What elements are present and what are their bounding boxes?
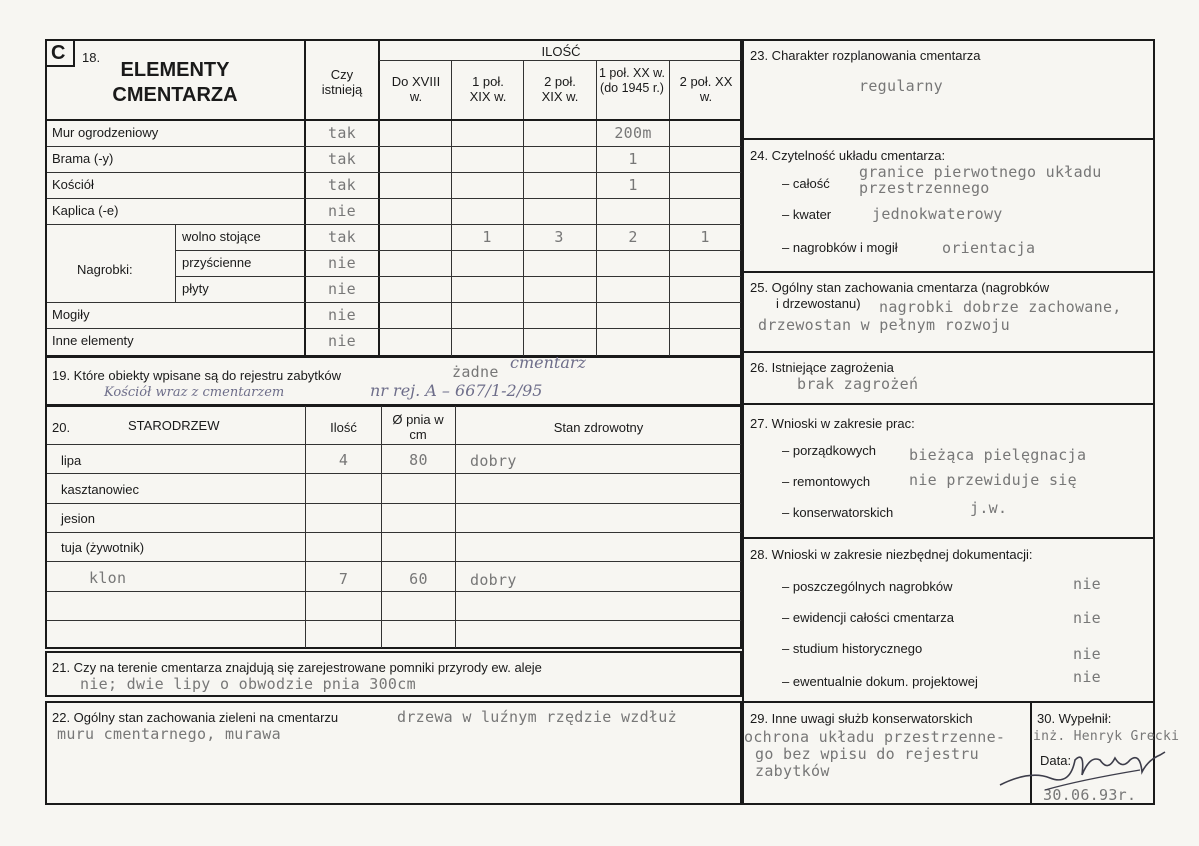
section-25-answer-1: nagrobki dobrze zachowane, [879,298,1122,316]
section-30-date-label: Data: [1040,753,1072,768]
nagrobki-label: Nagrobki: [77,262,133,277]
header-period-5: 2 poł. XX w. [679,74,733,104]
section-24-kwater-value: jednokwaterowy [872,205,1003,223]
section-26-answer: brak zagrożeń [797,375,919,393]
section-21-answer: nie; dwie lipy o obwodzie pnia 300cm [80,675,416,693]
col-line [669,60,670,357]
section-27-item-label: – konserwatorskich [782,505,894,520]
row-label: płyty [182,281,209,296]
section-20-title: STARODRZEW [128,418,220,433]
col-line [523,60,524,357]
section-25-answer-2: drzewostan w pełnym rozwoju [758,316,1010,334]
row-label: Brama (-y) [52,151,114,166]
section-27-item-value: bieżąca pielęgnacja [909,446,1087,464]
row-line [47,532,741,533]
row-line [47,328,741,329]
section-30-date: 30.06.93r. [1043,786,1137,804]
section-26-label: 26. Istniejące zagrożenia [750,360,894,375]
row-line [47,198,741,199]
row-line [47,473,741,474]
section-28-item-label: – ewentualnie dokum. projektowej [782,674,978,689]
tree-diameter: 80 [409,451,428,469]
row-exists: tak [328,124,356,142]
section-24-kwater: – kwater [782,207,832,222]
section-29-answer-3: zabytków [755,762,830,780]
col-line [305,406,306,648]
section-28-label: 28. Wnioski w zakresie niezbędnej dokumentacji: [750,547,1033,562]
section-28-item-value: nie [1073,575,1101,593]
section-22-label: 22. Ogólny stan zachowania zieleni na cmentarzu [52,710,339,725]
row-exists: tak [328,228,356,246]
signature [990,730,1180,800]
row-line [47,620,741,621]
section-21-label: 21. Czy na terenie cmentarza znajdują się zarejestrowane pomniki przyrody ew. aleje [52,660,542,675]
col-line [381,406,382,648]
tree-name: kasztanowiec [61,482,140,497]
col-line [455,406,456,648]
row-exists: nie [328,280,356,298]
tree-name: lipa [61,453,82,468]
quantity-value: 2 [628,228,638,246]
section-23-answer: regularny [859,77,943,95]
header-period-3: 2 poł. XIX w. [541,74,579,104]
row-line [45,119,742,121]
card-letter: C [51,42,66,64]
section-27-item-value: nie przewiduje się [909,471,1077,489]
header-diameter: Ø pnia w cm [392,412,444,442]
section-19-handwriting-1: cmentarz [510,353,586,372]
header-exists: Czy istnieją [321,67,363,97]
tree-name: jesion [61,511,95,526]
row-label: wolno stojące [182,229,261,244]
section-27-item-value: j.w. [970,499,1008,517]
row-label: Kościół [52,177,94,192]
row-line [176,250,741,251]
section-28-item-label: – ewidencji całości cmentarza [782,610,954,625]
tree-health: dobry [470,571,517,589]
row-line [47,302,741,303]
header-period-4: 1 poł. XX w. (do 1945 r.) [598,66,665,95]
quantity-value: 1 [628,176,638,194]
row-line [47,224,741,225]
tree-name: klon [89,569,127,587]
section-24-nagrobkow: – nagrobków i mogił [782,240,898,255]
section-27-label: 27. Wnioski w zakresie prac: [750,416,915,431]
header-period-1: Do XVIII w. [391,74,441,104]
header-health: Stan zdrowotny [553,420,644,435]
row-label: Inne elementy [52,333,134,348]
section-25-label-1: 25. Ogólny stan zachowania cmentarza (nagrobków [750,280,1050,295]
row-exists: nie [328,202,356,220]
row-line [47,561,741,562]
section-22-answer-2: muru cmentarnego, murawa [57,725,281,743]
section-29-label: 29. Inne uwagi służb konserwatorskich [750,711,973,726]
row-line [47,591,741,592]
elements-title-2: CMENTARZA [112,84,238,106]
row-exists: tak [328,176,356,194]
section-24-calosc-value-2: przestrzennego [859,179,990,197]
row-exists: nie [328,332,356,350]
row-exists: nie [328,306,356,324]
quantity-value: 1 [628,150,638,168]
section-30-name: inż. Henryk Grecki [1033,729,1180,744]
tree-name: tuja (żywotnik) [61,540,145,555]
section-28-item-value: nie [1073,668,1101,686]
row-label: Mur ogrodzeniowy [52,125,159,140]
section-27-item-label: – remontowych [782,474,871,489]
row-line [47,146,741,147]
row-line [176,276,741,277]
row-line [47,503,741,504]
section-24-calosc-value-1: granice pierwotnego układu [859,163,1102,181]
section-24-calosc: – całość [782,176,830,191]
row-label: Kaplica (-e) [52,203,119,218]
tree-diameter: 60 [409,570,428,588]
section-29-answer-2: go bez wpisu do rejestru [755,745,979,763]
tree-count: 4 [338,451,349,469]
section-22-answer-1: drzewa w luźnym rzędzie wzdłuż [397,708,677,726]
row-exists: nie [328,254,356,272]
section-30-label: 30. Wypełnił: [1037,711,1112,726]
section-18-number: 18. [82,50,101,65]
section-25-label-2: i drzewostanu) [776,296,861,311]
section-19-label: 19. Które obiekty wpisane są do rejestru zabytków [52,368,342,383]
quantity-value: 1 [700,228,710,246]
tree-health: dobry [470,452,517,470]
row-label: przyścienne [182,255,252,270]
header-count: Ilość [330,420,357,435]
section-28-item-label: – studium historycznego [782,641,923,656]
section-19-handwriting-3: nr rej. A – 667/1-2/95 [370,381,543,400]
section-23-label: 23. Charakter rozplanowania cmentarza [750,48,981,63]
section-28-item-value: nie [1073,645,1101,663]
section-28-item-value: nie [1073,609,1101,627]
row-label: Mogiły [52,307,90,322]
section-24-label: 24. Czytelność układu cmentarza: [750,148,946,163]
col-line [175,225,176,303]
elements-title-1: ELEMENTY [120,59,230,81]
row-exists: tak [328,150,356,168]
section-27-item-label: – porządkowych [782,443,876,458]
quantity-value: 200m [614,124,652,142]
quantity-value: 3 [554,228,564,246]
section-19-answer: żadne [452,363,499,381]
col-line [596,60,597,357]
section-20-number: 20. [52,420,71,435]
header-period-2: 1 poł. XIX w. [469,74,507,104]
tree-count: 7 [338,570,349,588]
section-28-item-label: – poszczególnych nagrobków [782,579,953,594]
quantity-value: 1 [482,228,492,246]
col-line [451,60,452,357]
section-29-answer-1: ochrona układu przestrzenne- [744,728,1006,746]
row-line [47,172,741,173]
section-24-nagrobkow-value: orientacja [942,239,1036,257]
section-19-handwriting-2: Kościół wraz z cmentarzem [104,385,285,400]
row-line [379,60,741,61]
header-quantity: ILOŚĆ [541,44,581,59]
row-line [47,444,741,445]
